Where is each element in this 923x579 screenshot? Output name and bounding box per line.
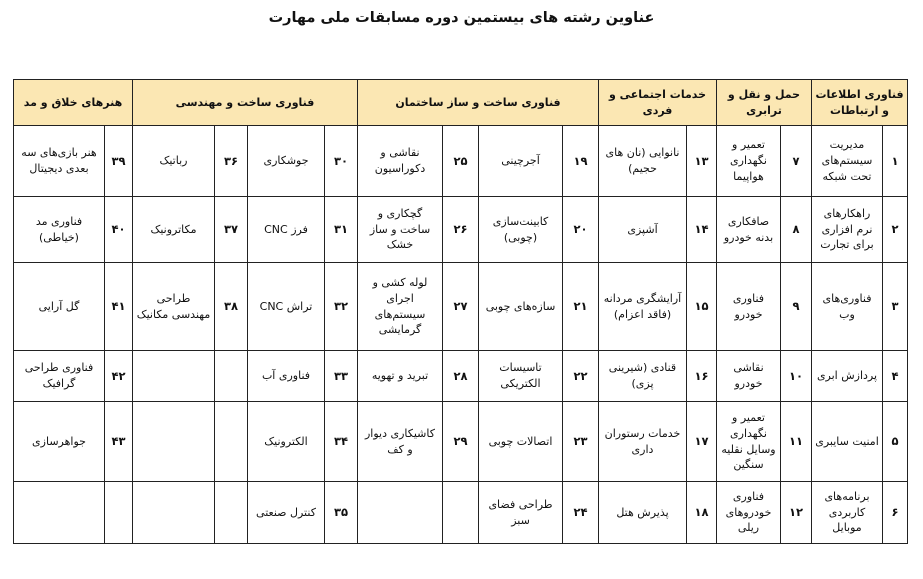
creative-skill-number: ۴۱ — [105, 263, 133, 351]
construction-skill-name: تاسیسات الکتریکی — [479, 351, 563, 402]
transport-skill-name: فناوری خودروهای ریلی — [717, 482, 781, 544]
construction-skill-number: ۱۹ — [563, 126, 599, 197]
construction-skill-name: تبرید و تهویه — [358, 351, 443, 402]
manufacturing-skill-number: ۳۴ — [325, 402, 358, 482]
social-skill-name: آرایشگری مردانه (فاقد اعزام) — [599, 263, 687, 351]
construction-skill-name: گچکاری و ساخت و ساز خشک — [358, 197, 443, 263]
construction-skill-name — [358, 482, 443, 544]
construction-skill-number — [443, 482, 479, 544]
construction-skill-number: ۲۱ — [563, 263, 599, 351]
construction-skill-name: لوله کشی و اجرای سیستم‌های گرمایشی — [358, 263, 443, 351]
construction-skill-number: ۲۲ — [563, 351, 599, 402]
creative-skill-name: فناوری مد (خیاطی) — [14, 197, 105, 263]
ict-skill-name: امنیت سایبری — [812, 402, 883, 482]
manufacturing-skill-number: ۳۳ — [325, 351, 358, 402]
social-skill-name: خدمات رستوران داری — [599, 402, 687, 482]
table-row — [14, 126, 908, 197]
manufacturing-skill-name — [133, 351, 215, 402]
creative-skill-name: فناوری طراحی گرافیک — [14, 351, 105, 402]
skills-table — [13, 79, 908, 544]
manufacturing-skill-number: ۳۸ — [215, 263, 248, 351]
ict-skill-name: راهکارهای نرم افزاری برای تجارت — [812, 197, 883, 263]
manufacturing-skill-number: ۳۵ — [325, 482, 358, 544]
construction-skill-number: ۲۶ — [443, 197, 479, 263]
ict-skill-name: برنامه‌های کاربردی موبایل — [812, 482, 883, 544]
manufacturing-skill-name: طراحی مهندسی مکانیک — [133, 263, 215, 351]
header-manufacturing: فناوری ساخت و مهندسی — [133, 80, 358, 126]
transport-skill-name: فناوری خودرو — [717, 263, 781, 351]
creative-skill-number: ۴۲ — [105, 351, 133, 402]
creative-skill-number: ۳۹ — [105, 126, 133, 197]
ict-skill-number: ۲ — [883, 197, 908, 263]
table-row — [14, 263, 908, 351]
manufacturing-skill-number: ۳۲ — [325, 263, 358, 351]
transport-skill-number: ۱۲ — [781, 482, 812, 544]
construction-skill-name: طراحی فضای سبز — [479, 482, 563, 544]
manufacturing-skill-number — [215, 482, 248, 544]
social-skill-name: نانوایی (نان های حجیم) — [599, 126, 687, 197]
header-construction: فناوری ساخت و ساز ساختمان — [358, 80, 599, 126]
header-social-services: خدمات اجتماعی و فردی — [599, 80, 717, 126]
table-row — [14, 351, 908, 402]
construction-skill-name: آجرچینی — [479, 126, 563, 197]
manufacturing-skill-number: ۳۰ — [325, 126, 358, 197]
construction-skill-name: کابینت‌سازی (چوبی) — [479, 197, 563, 263]
social-skill-number: ۱۷ — [687, 402, 717, 482]
creative-skill-number — [105, 482, 133, 544]
table-body — [14, 126, 908, 544]
construction-skill-number: ۲۷ — [443, 263, 479, 351]
header-creative-arts: هنرهای خلاق و مد — [14, 80, 133, 126]
manufacturing-skill-name — [133, 402, 215, 482]
ict-skill-number: ۱ — [883, 126, 908, 197]
construction-skill-number: ۲۸ — [443, 351, 479, 402]
social-skill-number: ۱۵ — [687, 263, 717, 351]
transport-skill-number: ۱۱ — [781, 402, 812, 482]
table-row — [14, 482, 908, 544]
manufacturing-skill-name: جوشکاری — [248, 126, 325, 197]
ict-skill-name: پردازش ابری — [812, 351, 883, 402]
manufacturing-skill-name: رباتیک — [133, 126, 215, 197]
social-skill-number: ۱۴ — [687, 197, 717, 263]
construction-skill-name: اتصالات چوبی — [479, 402, 563, 482]
table-row — [14, 402, 908, 482]
manufacturing-skill-number — [215, 402, 248, 482]
transport-skill-name: نقاشی خودرو — [717, 351, 781, 402]
ict-skill-number: ۳ — [883, 263, 908, 351]
ict-skill-number: ۴ — [883, 351, 908, 402]
social-skill-number: ۱۳ — [687, 126, 717, 197]
manufacturing-skill-name: فناوری آب — [248, 351, 325, 402]
social-skill-name: پذیرش هتل — [599, 482, 687, 544]
construction-skill-name: نقاشی و دکوراسیون — [358, 126, 443, 197]
ict-skill-name: مدیریت سیستم‌های تحت شبکه — [812, 126, 883, 197]
manufacturing-skill-name: مکاترونیک — [133, 197, 215, 263]
ict-skill-number: ۵ — [883, 402, 908, 482]
manufacturing-skill-name: فرز CNC — [248, 197, 325, 263]
creative-skill-number: ۴۳ — [105, 402, 133, 482]
construction-skill-number: ۲۴ — [563, 482, 599, 544]
construction-skill-name: سازه‌های چوبی — [479, 263, 563, 351]
construction-skill-number: ۲۰ — [563, 197, 599, 263]
ict-skill-name: فناوری‌های وب — [812, 263, 883, 351]
manufacturing-skill-number: ۳۶ — [215, 126, 248, 197]
construction-skill-name: کاشیکاری دیوار و کف — [358, 402, 443, 482]
manufacturing-skill-number: ۳۱ — [325, 197, 358, 263]
social-skill-name: آشپزی — [599, 197, 687, 263]
social-skill-name: قنادی (شیرینی پزی) — [599, 351, 687, 402]
table-header-row — [14, 80, 908, 126]
page-title: عناوین رشته های بیستمین دوره مسابقات ملی مهارت — [268, 10, 655, 26]
transport-skill-number: ۹ — [781, 263, 812, 351]
manufacturing-skill-name — [133, 482, 215, 544]
transport-skill-number: ۷ — [781, 126, 812, 197]
transport-skill-number: ۱۰ — [781, 351, 812, 402]
social-skill-number: ۱۶ — [687, 351, 717, 402]
creative-skill-name — [14, 482, 105, 544]
creative-skill-number: ۴۰ — [105, 197, 133, 263]
creative-skill-name: هنر بازی‌های سه بعدی دیجیتال — [14, 126, 105, 197]
header-transport: حمل و نقل و ترابری — [717, 80, 812, 126]
creative-skill-name: جواهرسازی — [14, 402, 105, 482]
table-row — [14, 197, 908, 263]
ict-skill-number: ۶ — [883, 482, 908, 544]
manufacturing-skill-name: کنترل صنعتی — [248, 482, 325, 544]
construction-skill-number: ۲۳ — [563, 402, 599, 482]
construction-skill-number: ۲۹ — [443, 402, 479, 482]
header-ict: فناوری اطلاعات و ارتباطات — [812, 80, 908, 126]
transport-skill-number: ۸ — [781, 197, 812, 263]
manufacturing-skill-number: ۳۷ — [215, 197, 248, 263]
creative-skill-name: گل آرایی — [14, 263, 105, 351]
construction-skill-number: ۲۵ — [443, 126, 479, 197]
transport-skill-name: صافکاری بدنه خودرو — [717, 197, 781, 263]
transport-skill-name: تعمیر و نگهداری وسایل نقلیه سنگین — [717, 402, 781, 482]
manufacturing-skill-name: الکترونیک — [248, 402, 325, 482]
social-skill-number: ۱۸ — [687, 482, 717, 544]
manufacturing-skill-name: تراش CNC — [248, 263, 325, 351]
manufacturing-skill-number — [215, 351, 248, 402]
transport-skill-name: تعمیر و نگهداری هواپیما — [717, 126, 781, 197]
